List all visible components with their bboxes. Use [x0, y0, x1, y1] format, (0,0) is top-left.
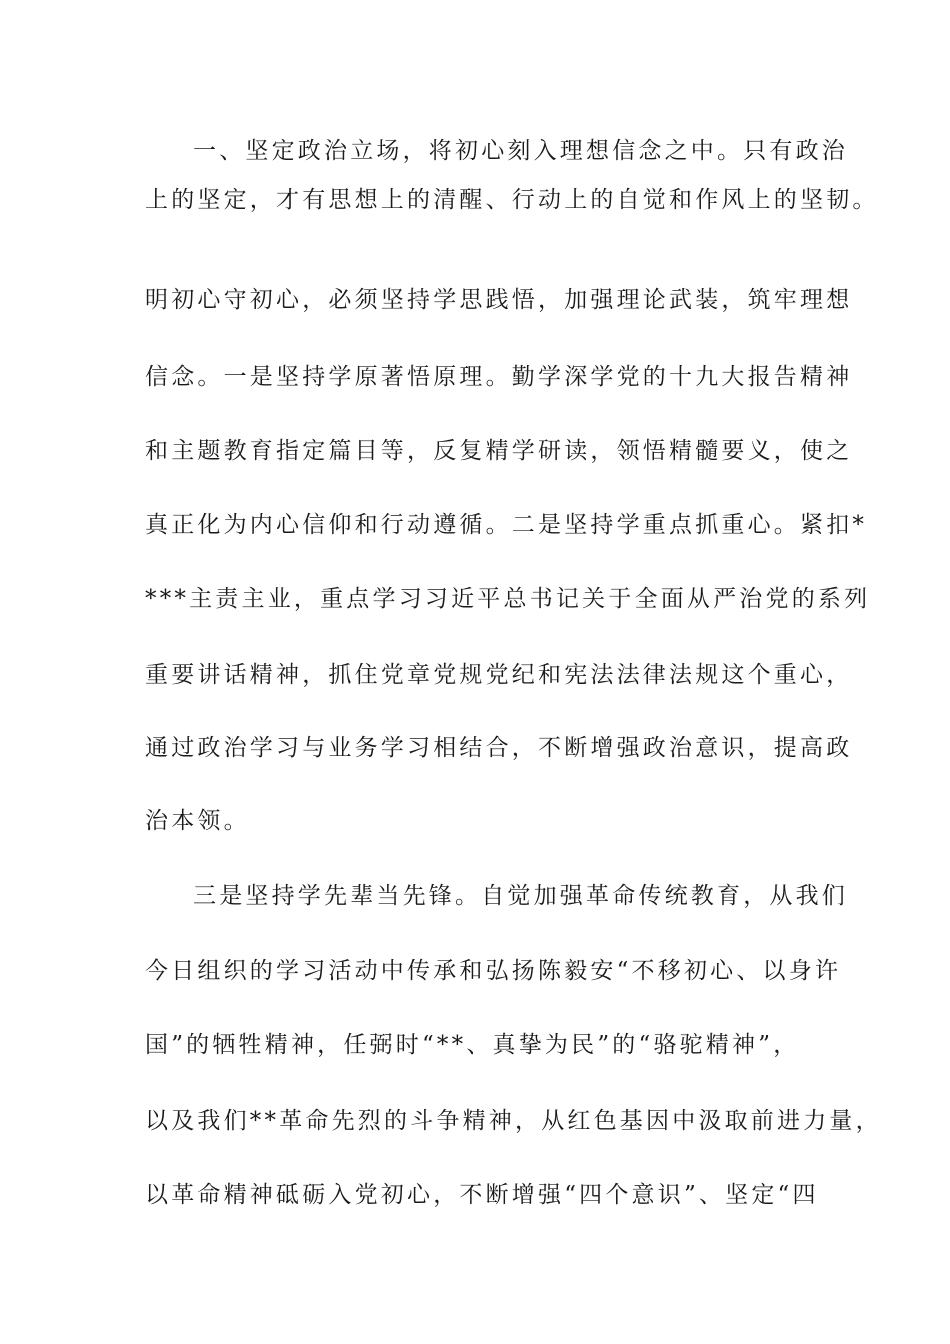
- text-line: 上的坚定，才有思想上的清醒、行动上的自觉和作风上的坚韧。: [145, 187, 879, 213]
- text-line: 明初心守初心，必须坚持学思践悟，加强理论武装，筑牢理想: [145, 287, 853, 313]
- text-line: 治本领。: [145, 808, 250, 834]
- text-line: 和主题教育指定篇目等，反复精学研读，领悟精髓要义，使之: [145, 438, 853, 464]
- text-line: 以革命精神砥砺入党初心，不断增强“四个意识”、坚定“四: [145, 1182, 819, 1208]
- text-line: 以及我们**革命先烈的斗争精神，从红色基因中汲取前进力量，: [145, 1108, 882, 1134]
- text-line: 国”的牺牲精神，任弼时“**、真挚为民”的“骆驼精神”，: [145, 1032, 800, 1058]
- text-line: 重要讲话精神，抓住党章党规党纪和宪法法律法规这个重心，: [145, 662, 853, 688]
- text-line: 真正化为内心信仰和行动遵循。二是坚持学重点抓重心。紧扣*: [145, 512, 868, 538]
- text-line: 一、坚定政治立场，将初心刻入理想信念之中。只有政治: [193, 138, 848, 164]
- text-line: 通过政治学习与业务学习相结合，不断增强政治意识，提高政: [145, 735, 853, 761]
- text-line: 今日组织的学习活动中传承和弘扬陈毅安“不移初心、以身许: [145, 958, 842, 984]
- text-line: ***主责主业，重点学习习近平总书记关于全面从严治党的系列: [145, 586, 871, 612]
- text-line: 三是坚持学先辈当先锋。自觉加强革命传统教育，从我们: [193, 883, 848, 909]
- text-line: 信念。一是坚持学原著悟原理。勤学深学党的十九大报告精神: [145, 364, 853, 390]
